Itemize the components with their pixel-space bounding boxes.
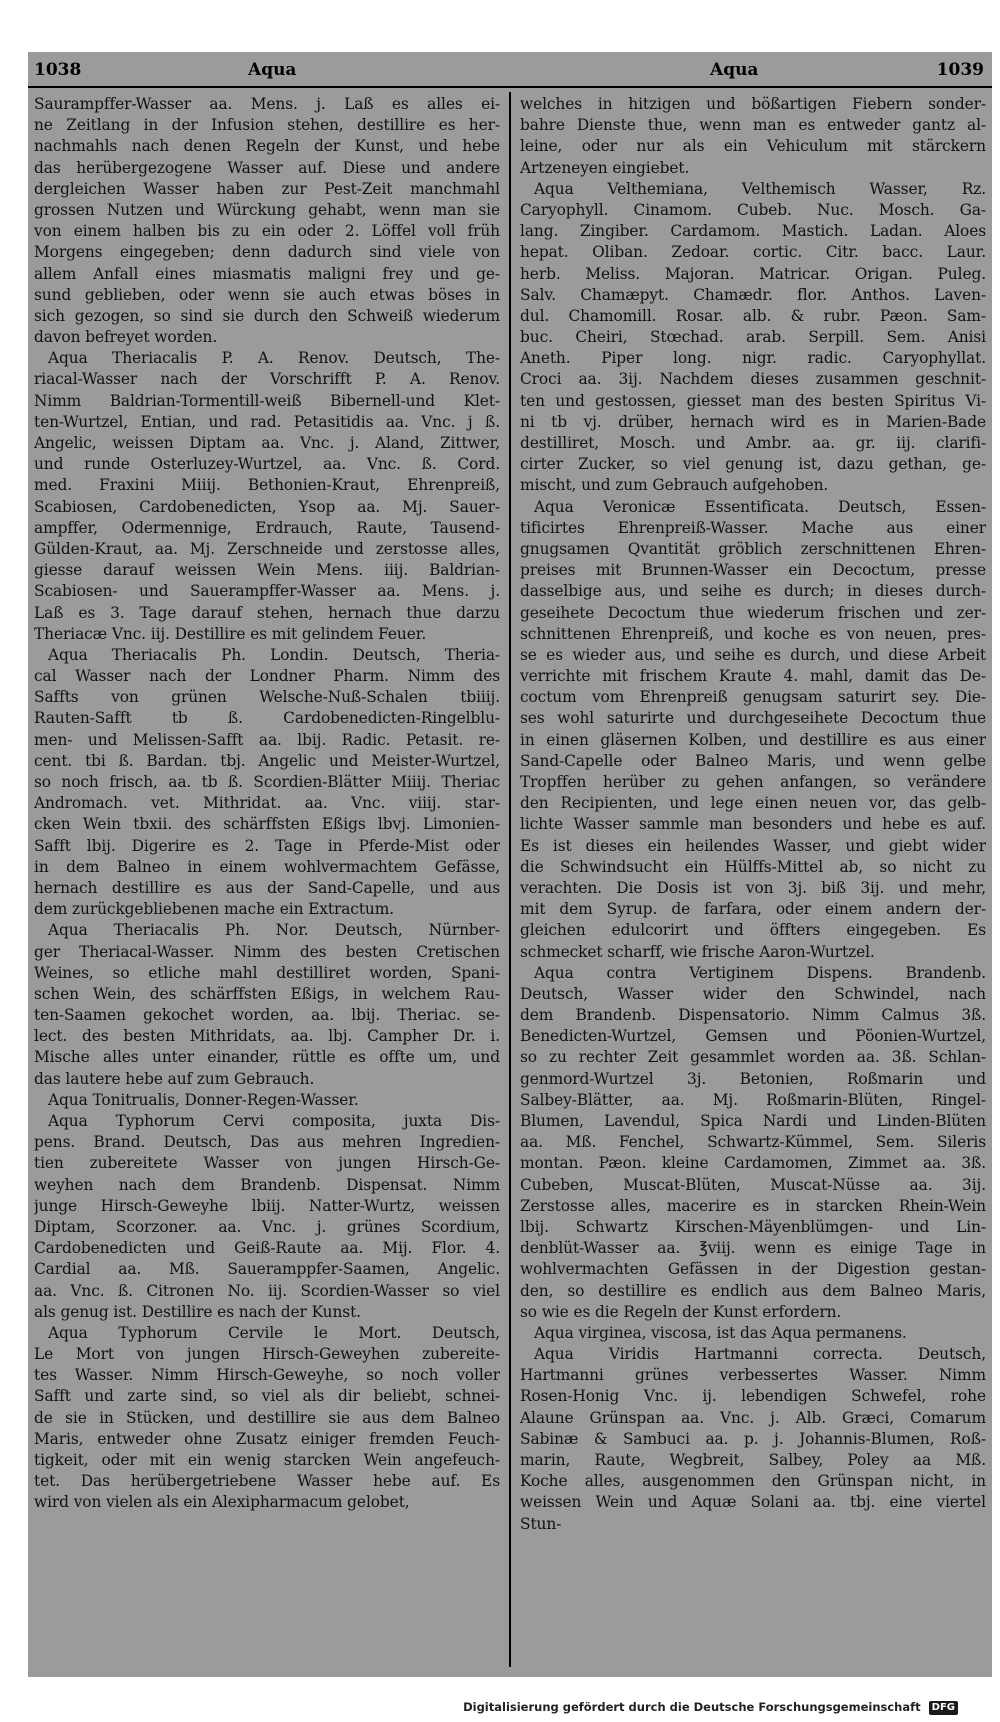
text-line: Nimm Baldrian-Tormentill-weiß Bibernell-und Klet- bbox=[34, 391, 500, 410]
text-line: men- und Melissen-Safft aa. lbij. Radic. Petasit. re- bbox=[34, 730, 500, 749]
text-line: Aqua Velthemiana, Velthemisch Wasser, Rz. bbox=[534, 179, 986, 198]
text-line: coctum vom Ehrenpreiß genugsam saturirt sey. Die- bbox=[520, 688, 986, 707]
text-line: Gülden-Kraut, aa. Mj. Zerschneide und zerstosse alles, bbox=[34, 539, 500, 558]
text-line: Cardial aa. Mß. Saueramppfer-Saamen, Angelic. bbox=[34, 1260, 500, 1279]
digitization-credit bbox=[463, 1700, 958, 1715]
text-line: dem Brandenb. Dispensatorio. Nimm Calmus 3ß. bbox=[520, 1006, 986, 1025]
text-line: weissen Wein und Aquæ Solani aa. tbj. eine viertel bbox=[520, 1493, 986, 1512]
text-line: destilliret, Mosch. und Ambr. aa. gr. iij. clarifi- bbox=[520, 434, 986, 452]
text-line: cent. tbi ß. Bardan. tbj. Angelic und Meister-Wurtzel, bbox=[34, 751, 500, 770]
text-line: Croci aa. 3ij. Nachdem dieses zusammen geschnit- bbox=[520, 370, 986, 389]
text-line: dergleichen Wasser haben zur Pest-Zeit manchmahl bbox=[34, 179, 500, 198]
text-line: Salv. Chamæpyt. Chamædr. flor. Anthos. Laven- bbox=[520, 285, 986, 304]
text-line: Aqua Veronicæ Essentificata. Deutsch, Essen- bbox=[534, 497, 986, 516]
text-line: den, so destillire es endlich aus dem Balneo Maris, bbox=[520, 1281, 986, 1300]
text-line: Cubeben, Muscat-Blüten, Muscat-Nüsse aa. 3ij. bbox=[520, 1175, 986, 1194]
text-line: cirter Zucker, so viel genung ist, dazu gethan, ge- bbox=[520, 455, 986, 474]
text-line: in dem Balneo in einem wohlvermachtem Gefässe, bbox=[34, 857, 500, 876]
text-line: Aqua Typhorum Cervi composita, juxta Dis- bbox=[48, 1112, 500, 1130]
text-line: ni tb vj. drüber, hernach wird es in Marien-Bade bbox=[520, 412, 986, 431]
column-divider bbox=[509, 92, 511, 1667]
text-line: Aneth. Piper long. nigr. radic. Caryophyllat. bbox=[520, 349, 986, 368]
text-line: so noch frisch, aa. tb ß. Scordien-Blätter Miiij. Theriac bbox=[34, 773, 500, 791]
text-line: verrichte mit frischem Kraute 4. mahl, damit das De- bbox=[520, 667, 986, 686]
text-line: verachten. Die Dosis ist von 3j. biß 3ij. und mehr, bbox=[520, 878, 986, 897]
text-line: Deutsch, Wasser wider den Schwindel, nach bbox=[520, 984, 986, 1003]
text-line: das lautere hebe auf zum Gebrauch. bbox=[34, 1069, 315, 1088]
text-line: den Recipienten, und lege einen neuen vor, das gelb- bbox=[520, 794, 986, 813]
text-line: Weines, so etliche mahl destilliret worden, Spani- bbox=[34, 963, 500, 982]
left-page-number: 1038 bbox=[34, 60, 82, 80]
text-line: allem Anfall eines miasmatis maligni frey und ge- bbox=[34, 264, 500, 283]
text-line: Scabiosen, Cardobenedicten, Ysop aa. Mj. Sauer- bbox=[34, 497, 500, 516]
text-line: buc. Cheiri, Stœchad. arab. Serpill. Sem. Anisi bbox=[520, 328, 986, 347]
right-running-title: Aqua bbox=[710, 60, 759, 80]
text-line: preises mit Brunnen-Wasser ein Decoctum, presse bbox=[520, 561, 986, 580]
text-line: Caryophyll. Cinamom. Cubeb. Nuc. Mosch. Ga- bbox=[520, 200, 986, 219]
text-line: Benedicten-Wurtzel, Gemsen und Pöonien-Wurtzel, bbox=[520, 1027, 986, 1046]
text-line: montan. Pæon. kleine Cardamomen, Zimmet aa. 3ß. bbox=[520, 1154, 986, 1173]
text-line: Diptam, Scorzoner. aa. Vnc. j. grünes Scordium, bbox=[34, 1217, 500, 1236]
text-line: Salbey-Blätter, aa. Mj. Roßmarin-Blüten, Ringel- bbox=[520, 1090, 986, 1109]
text-line: schmecket scharff, wie frische Aaron-Wurtzel. bbox=[520, 942, 875, 961]
text-line: gnugsamen Qvantität gröblich zerschnittenen Ehren- bbox=[520, 539, 986, 558]
text-line: schnittenen Ehrenpreiß, und koche es von neuen, pres- bbox=[520, 624, 986, 643]
text-line: Aqua contra Vertiginem Dispens. Brandenb. bbox=[534, 963, 986, 982]
text-line: hepat. Oliban. Zedoar. cortic. Citr. bacc. Laur. bbox=[520, 243, 986, 262]
header-rule bbox=[28, 86, 992, 88]
text-line: Theriacæ Vnc. iij. Destillire es mit gelindem Feuer. bbox=[34, 624, 427, 643]
text-line: tes Wasser. Nimm Hirsch-Geweyhe, so noch voller bbox=[34, 1366, 500, 1385]
text-line: pens. Brand. Deutsch, Das aus mehren Ingredien- bbox=[34, 1133, 500, 1152]
text-line: aa. Mß. Fenchel, Schwartz-Kümmel, Sem. Sileris bbox=[520, 1133, 986, 1152]
text-line: Aqua Viridis Hartmanni correcta. Deutsch, bbox=[534, 1345, 986, 1364]
text-line: Rosen-Honig Vnc. ij. lebendigen Schwefel, rohe bbox=[520, 1387, 986, 1406]
text-line: welches in hitzigen und bößartigen Fiebern sonder- bbox=[520, 95, 986, 113]
text-line: Aqua Theriacalis Ph. Londin. Deutsch, Theria- bbox=[48, 645, 500, 664]
text-line: tet. Das herübergetriebene Wasser hebe auf. Es bbox=[34, 1472, 500, 1491]
text-line: med. Fraxini Miiij. Bethonien-Kraut, Ehrenpreiß, bbox=[34, 476, 500, 495]
text-line: so wie es die Regeln der Kunst erfordern. bbox=[520, 1302, 842, 1321]
text-line: sich gezogen, so sind sie durch den Schweiß wiederum bbox=[34, 306, 500, 325]
left-running-title: Aqua bbox=[248, 60, 297, 80]
text-line: cal Wasser nach der Londner Pharm. Nimm des bbox=[34, 667, 500, 686]
text-line: hernach destillire es aus der Sand-Capelle, und aus bbox=[34, 878, 500, 897]
text-line: schen Wein, des schärffsten Eßigs, in welchem Rau- bbox=[34, 984, 500, 1003]
book-page bbox=[28, 52, 992, 1677]
text-line: dul. Chamomill. Rosar. alb. & rubr. Pæon. Sam- bbox=[520, 306, 986, 325]
text-line: ten-Saamen gekochet worden, aa. lbij. Theriac. se- bbox=[34, 1006, 500, 1025]
credit-text: Digitalisierung gefördert durch die Deutsche Forschungsgemeinschaft bbox=[463, 1700, 921, 1714]
text-line: Mische alles unter einander, rüttle es offte um, und bbox=[34, 1048, 500, 1067]
text-line: davon befreyet worden. bbox=[34, 328, 218, 347]
text-line: lang. Zingiber. Cardamom. Mastich. Ladan. Aloes bbox=[520, 222, 986, 241]
text-line: Blumen, Lavendul, Spica Nardi und Linden-Blüten bbox=[520, 1112, 986, 1130]
text-line: lect. des besten Mithridats, aa. lbj. Campher Dr. i. bbox=[34, 1027, 500, 1046]
text-line: und runde Osterluzey-Wurtzel, aa. Vnc. ß. Cord. bbox=[34, 455, 500, 474]
text-line: mit dem Syrup. de farfara, oder einem andern der- bbox=[520, 900, 986, 919]
text-line: ampffer, Odermennige, Erdrauch, Raute, Tausend- bbox=[34, 518, 500, 537]
text-line: marin, Raute, Wegbreit, Salbey, Poley aa Mß. bbox=[520, 1451, 986, 1469]
text-line: Sabinæ & Sambuci aa. p. j. Johannis-Blumen, Roß- bbox=[520, 1429, 986, 1448]
text-line: Artzeneyen eingiebet. bbox=[520, 158, 690, 177]
text-line: das herübergezogene Wasser auf. Diese und andere bbox=[34, 158, 500, 177]
text-line: Safft lbij. Digerire es 2. Tage in Pferde-Mist oder bbox=[34, 836, 500, 855]
text-line: Maris, entweder ohne Zusatz einiger fremden Feuch- bbox=[34, 1429, 500, 1448]
text-line: Aqua Theriacalis P. A. Renov. Deutsch, The- bbox=[48, 349, 500, 368]
text-line: leine, oder nur als ein Vehiculum mit stärckern bbox=[520, 137, 986, 156]
text-line: Safft und zarte sind, so viel als dir beliebt, schnei- bbox=[34, 1387, 500, 1406]
text-line: giesse darauf weissen Wein Mens. iiij. Baldrian- bbox=[34, 561, 500, 580]
text-line: tien zubereitete Wasser von jungen Hirsch-Ge- bbox=[34, 1154, 500, 1173]
text-line: Morgens eingegeben; denn dadurch sind viele von bbox=[34, 243, 500, 262]
text-line: riacal-Wasser nach der Vorschrifft P. A. Renov. bbox=[34, 370, 500, 389]
text-line: Angelic, weissen Diptam aa. Vnc. j. Aland, Zittwer, bbox=[34, 434, 500, 452]
text-line: Stun- bbox=[520, 1514, 562, 1533]
text-line: junge Hirsch-Geweyhe lbiij. Natter-Wurtz, weissen bbox=[34, 1196, 500, 1215]
left-column bbox=[34, 94, 500, 1669]
text-line: mischt, und zum Gebrauch aufgehoben. bbox=[520, 476, 829, 495]
text-line: tificirtes Ehrenpreiß-Wasser. Mache aus einer bbox=[520, 518, 986, 537]
text-line: wird von vielen als ein Alexipharmacum gelobet, bbox=[34, 1493, 410, 1512]
text-line: die Schwindsucht ein Hülffs-Mittel ab, so nicht zu bbox=[520, 857, 986, 876]
text-line: dem zurückgebliebenen mache ein Extractum. bbox=[34, 900, 395, 919]
text-line: Aqua virginea, viscosa, ist das Aqua permanens. bbox=[534, 1323, 907, 1342]
text-line: tigkeit, oder mit ein wenig starcken Wein angefeuch- bbox=[34, 1451, 500, 1469]
text-line: Alaune Grünspan aa. Vnc. j. Alb. Græci, Comarum bbox=[520, 1408, 986, 1427]
text-line: ses wohl saturirte und durchgeseihete Decoctum thue bbox=[520, 709, 986, 728]
text-line: als genug ist. Destillire es nach der Kunst. bbox=[34, 1302, 361, 1321]
text-line: Aqua Theriacalis Ph. Nor. Deutsch, Nürnber- bbox=[48, 921, 500, 940]
text-line: geseihete Decoctum thue wiederum frischen und zer- bbox=[520, 603, 986, 622]
text-line: nachmahls nach denen Regeln der Kunst, und hebe bbox=[34, 137, 500, 156]
text-line: se es wieder aus, und seihe es durch, und diese Arbeit bbox=[520, 645, 986, 664]
text-line: de sie in Stücken, und destillire sie aus dem Balneo bbox=[34, 1408, 500, 1427]
text-line: weyhen nach dem Brandenb. Dispensat. Nimm bbox=[34, 1175, 500, 1194]
text-line: ger Theriacal-Wasser. Nimm des besten Cretischen bbox=[34, 942, 500, 961]
text-line: von einem halben bis zu ein oder 2. Löffel voll früh bbox=[34, 222, 500, 241]
text-line: Es ist dieses ein heilendes Wasser, und giebt wider bbox=[520, 836, 986, 855]
text-line: in einen gläsernen Kolben, und destillire es aus einer bbox=[520, 730, 986, 749]
text-line: Hartmanni grünes verbessertes Wasser. Nimm bbox=[520, 1366, 986, 1385]
text-line: Saffts von grünen Welsche-Nuß-Schalen tbiiij. bbox=[34, 688, 500, 707]
dfg-logo: DFG bbox=[929, 1701, 958, 1715]
text-line: Tropffen herüber zu gehen anfangen, so verändere bbox=[520, 773, 986, 791]
text-line: wohlvermachten Gefässen in der Digestion gestan- bbox=[520, 1260, 986, 1279]
text-line: Zerstosse alles, macerire es in starcken Rhein-Wein bbox=[520, 1196, 986, 1215]
text-line: Koche alles, ausgenommen den Grünspan nicht, in bbox=[520, 1472, 986, 1491]
text-line: lbij. Schwartz Kirschen-Mäyenblümgen- und Lin- bbox=[520, 1217, 986, 1236]
text-line: Aqua Tonitrualis, Donner-Regen-Wasser. bbox=[48, 1090, 359, 1109]
right-column bbox=[520, 94, 986, 1669]
text-line: ten und gestossen, giesset man des besten Spiritus Vi- bbox=[520, 391, 986, 410]
text-line: grossen Nutzen und Würckung gehabt, wenn man sie bbox=[34, 200, 500, 219]
text-line: Saurampffer-Wasser aa. Mens. j. Laß es alles ei- bbox=[34, 95, 500, 113]
text-line: sund geblieben, oder wenn sie auch etwas böses in bbox=[34, 285, 500, 304]
text-line: Rauten-Safft tb ß. Cardobenedicten-Ringelblu- bbox=[34, 709, 500, 728]
text-line: bahre Dienste thue, wenn man es entweder gantz al- bbox=[520, 116, 986, 135]
text-line: gleichen edulcorirt und öffters eingegeben. Es bbox=[520, 921, 986, 940]
text-line: Andromach. vet. Mithridat. aa. Vnc. viiij. star- bbox=[34, 794, 500, 813]
text-line: so zu rechter Zeit gesammlet worden aa. 3ß. Schlan- bbox=[520, 1048, 986, 1067]
text-line: denblüt-Wasser aa. ℥viij. wenn es einige Tage in bbox=[520, 1239, 986, 1258]
text-line: ten-Wurtzel, Entian, und rad. Petasitidis aa. Vnc. j ß. bbox=[34, 412, 500, 431]
text-line: dasselbige aus, und seihe es durch; in dieses durch- bbox=[520, 582, 986, 601]
text-line: Cardobenedicten und Geiß-Raute aa. Mij. Flor. 4. bbox=[34, 1239, 500, 1258]
text-line: lichte Wasser sammle man besonders und hebe es auf. bbox=[520, 815, 986, 834]
text-line: Le Mort von jungen Hirsch-Geweyhen zubereite- bbox=[34, 1345, 500, 1364]
text-line: genmord-Wurtzel 3j. Betonien, Roßmarin und bbox=[520, 1069, 986, 1088]
text-line: Sand-Capelle oder Balneo Maris, und wenn gelbe bbox=[520, 751, 986, 770]
text-line: ne Zeitlang in der Infusion stehen, destillire es her- bbox=[34, 116, 500, 135]
text-line: Aqua Typhorum Cervile le Mort. Deutsch, bbox=[48, 1323, 500, 1342]
right-page-number: 1039 bbox=[936, 60, 984, 80]
text-line: herb. Meliss. Majoran. Matricar. Origan. Puleg. bbox=[520, 264, 986, 283]
text-line: aa. Vnc. ß. Citronen No. iij. Scordien-Wasser so viel bbox=[34, 1281, 500, 1300]
text-line: cken Wein tbxii. des schärffsten Eßigs lbvj. Limonien- bbox=[34, 815, 500, 834]
text-line: Scabiosen- und Sauerampffer-Wasser aa. Mens. j. bbox=[34, 582, 500, 601]
text-line: Laß es 3. Tage darauf stehen, hernach thue darzu bbox=[34, 603, 500, 622]
